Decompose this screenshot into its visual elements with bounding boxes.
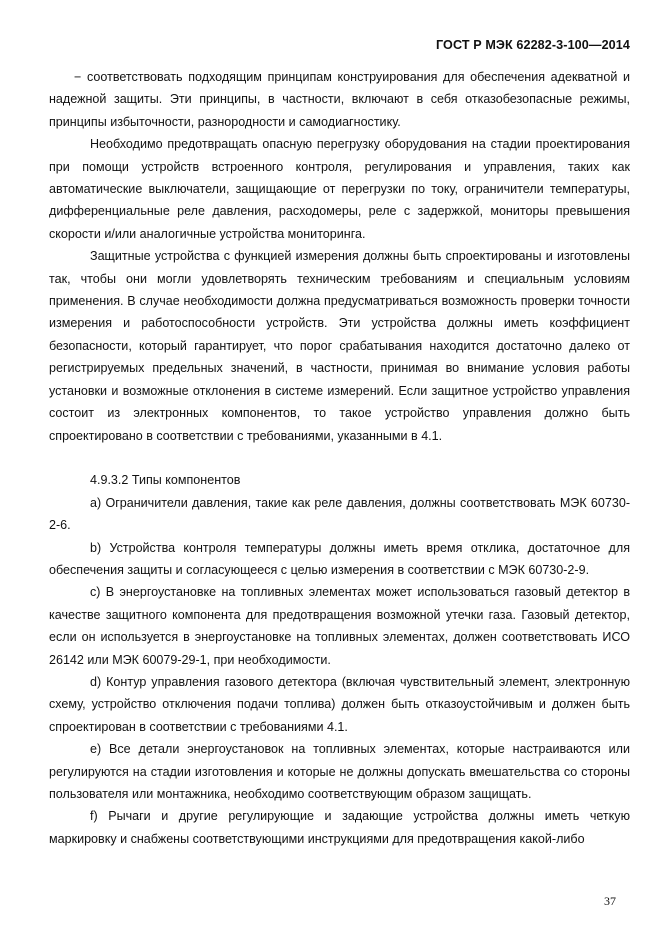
page-number: 37 — [604, 894, 616, 908]
list-item: e) Все детали энергоустановок на топливных элементах, которые настраиваются или регулируются на стадии изготовления и которые не должны допускать вмешательства со стороны пользователя или монтажника, необходимо соответствующим образом защищать. — [49, 742, 630, 801]
paragraph-requirements-continuation: − соответствовать подходящим принципам конструирования для обеспечения адекватной и надежной защиты. Эти принципы, в частности, включают в себя отказобезопасные режимы, принципы избыточности, разнородности и самодиагностику. — [49, 70, 630, 129]
paragraph-measuring-protective-devices: Защитные устройства с функцией измерения должны быть спроектированы и изготовлены так, чтобы они могли удовлетворять техническим требованиям и специальным условиям применения. В случае необходимости должна предусматриваться возможность проверки точности измерения и работоспособности устройств. Эти устройства должны иметь коэффициент безопасности, который гарантирует, что порог срабатывания находится достаточно далеко от регистрируемых предельных значений, в частности, принимая во внимание условия работы установки и возможные отклонения в системе измерений. Если защитное устройство управления состоит из электронных компонентов, то такое устройство управления должно быть спроектировано в соответствии с требованиями, указанными в 4.1. — [49, 249, 630, 443]
list-item: f) Рычаги и другие регулирующие и задающие устройства должны иметь четкую маркировку и снабжены соответствующими инструкциями для предотвращения какой-либо — [49, 809, 630, 846]
list-item: a) Ограничители давления, такие как реле давления, должны соответствовать МЭК 60730-2-6. — [49, 495, 630, 533]
document-body — [49, 66, 630, 850]
standard-code-header: ГОСТ Р МЭК 62282-3-100—2014 — [435, 38, 630, 52]
list-item: d) Контур управления газового детектора (включая чувствительный элемент, электронную схему, устройство отключения подачи топлива) должен быть отказоустойчивым и должен быть спроектирован в соответствии с требованиями 4.1. — [49, 674, 630, 734]
section-heading: 4.9.3.2 Типы компонентов — [90, 473, 241, 488]
paragraph-overload-prevention: Необходимо предотвращать опасную перегрузку оборудования на стадии проектирования при помощи устройств встроенного контроля, регулирования и управления, таких как автоматические выключатели, защищающие от перегрузки по току, ограничители температуры, дифференциальные реле давления, расходомеры, реле с задержкой, мониторы превышения скорости и/или аналогичные устройства мониторинга. — [49, 137, 630, 241]
list-item: b) Устройства контроля температуры должны иметь время отклика, достаточное для обеспечения защиты и согласующееся с целью измерения в соответствии с МЭК 60730-2-9. — [49, 540, 630, 577]
list-item: c) В энергоустановке на топливных элементах может использоваться газовый детектор в качестве защитного компонента для предотвращения возможной утечки газа. Газовый детектор, если он используется в энергоустановке на топливных элементах, должен соответствовать ИСО 26142 или МЭК 60079-29-1, при необходимости. — [49, 585, 630, 667]
